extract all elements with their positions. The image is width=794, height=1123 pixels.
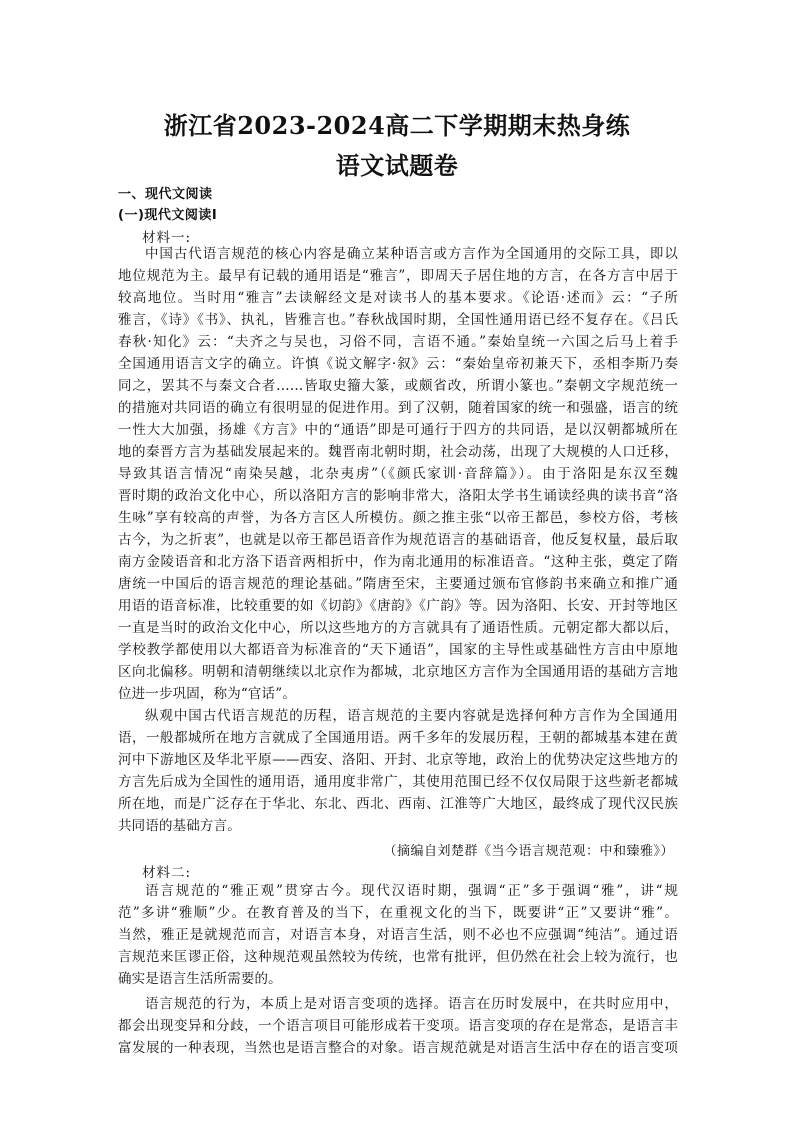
- text-line: 纵观中国古代语言规范的历程，语言规范的主要内容就是选择何种方言作为全国通用: [145, 708, 678, 724]
- text-line: 区向北偏移。明朝和清朝继续以北京作为都城，北京地区方言作为全国通用语的基础方言地: [118, 664, 678, 680]
- text-line: 同之，罢其不与秦文合者……皆取史籀大篆，或颇省改，所谓小篆也。”秦朝文字规范统一: [118, 378, 678, 394]
- text-line: 学校教学都使用以大都语音为标准音的“天下通语”，国家的主导性或基础性方言由中原地: [118, 642, 678, 658]
- text-line: 语言规范的“雅正观”贯穿古今。现代汉语时期，强调“正”多于强调“雅”，讲“规: [145, 883, 678, 899]
- subsection-heading: (一)现代文阅读Ⅰ: [118, 208, 218, 223]
- material-one-label: 材料一:: [142, 230, 192, 246]
- text-line: 言规范来匡谬正俗，这种规范观虽然较为传统，也常有批评，但仍然在社会上较为流行，也: [118, 949, 678, 965]
- text-line: 唐统一中国后的语言规范的理论基础。”隋唐至宋，主要通过颁布官修韵书来确立和推广通: [118, 576, 678, 592]
- text-line: 导致其语言情况“南染吴越，北杂夷虏”（《颜氏家训·音辞篇》）。由于洛阳是东汉至魏: [118, 466, 678, 482]
- text-line: 语言规范的行为，本质上是对语言变项的选择。语言在历时发展中，在共时应用中，: [145, 996, 678, 1012]
- text-line: 方言先后成为全国性的通用语，通用度非常广，其使用范围已经不仅仅局限于这些新老都城: [118, 774, 678, 790]
- text-line: 所在地，而是广泛存在于华北、东北、西北、西南、江淮等广大地区，最终成了现代汉民族: [118, 796, 678, 812]
- document-title: 浙江省2023-2024高二下学期期末热身练: [163, 111, 631, 140]
- text-line: 的措施对共同语的确立有很明显的促进作用。到了汉朝，随着国家的统一和强盛，语言的统: [118, 400, 678, 416]
- text-line: 南方金陵语音和北方洛下语音两相折中，作为南北通用的标准语音。“这种主张，奠定了隋: [118, 554, 678, 570]
- text-line: 地的秦晋方言为基础发展起来的。魏晋南北朝时期，社会动荡，出现了大规模的人口迁移，: [118, 444, 678, 460]
- text-line: 生咏”享有较高的声誉，为各方言区人所模仿。颜之推主张“以帝王都邑，参校方俗，考核: [118, 510, 678, 526]
- text-line: 古今，为之折衷”，也就是以帝王都邑语音作为规范语言的基础语音，他反复权量，最后取: [118, 532, 678, 548]
- text-line: 确实是语言生活所需要的。: [118, 971, 282, 987]
- text-line: 语，一般都城所在地方言就成了全国通用语。两千多年的发展历程，王朝的都城基本建在黄: [118, 730, 678, 746]
- text-line: 富发展的一种表现，当然也是语言整合的对象。语言规范就是对语言生活中存在的语言变项: [118, 1040, 678, 1056]
- text-line: 河中下游地区及华北平原——西安、洛阳、开封、北京等地，政治上的优势决定这些地方的: [118, 752, 678, 768]
- text-line: 较高地位。当时用“雅言”去读解经文是对读书人的基本要求。《论语·述而》云：“子所: [118, 290, 678, 306]
- source-citation: （摘编自刘楚群《当今语言规范观：中和臻雅》）: [383, 844, 674, 859]
- material-two-label: 材料二:: [142, 865, 192, 881]
- text-line: 晋时期的政治文化中心，所以洛阳方言的影响非常大，洛阳太学书生诵读经典的读书音“洛: [118, 488, 678, 504]
- section-heading: 一、现代文阅读: [118, 187, 213, 202]
- text-line: 共同语的基础方言。: [118, 818, 241, 834]
- text-line: 一性大大加强，扬雄《方言》中的“通语”即是可通行于四方的共同语，是以汉朝都城所在: [118, 422, 678, 438]
- text-line: 用语的语音标准，比较重要的如《切韵》《唐韵》《广韵》等。因为洛阳、长安、开封等地区: [118, 598, 678, 614]
- text-line: 当然，雅正是就规范而言，对语言本身，对语言生活，则不必也不应强调“纯洁”。通过语: [118, 927, 678, 943]
- document-subtitle: 语文试题卷: [335, 151, 459, 180]
- text-line: 中国古代语言规范的核心内容是确立某种语言或方言作为全国通用的交际工具，即以: [145, 246, 678, 262]
- text-line: 一直是当时的政治文化中心，所以这些地方的方言就具有了通语性质。元朝定都大都以后，: [118, 620, 678, 636]
- text-line: 地位规范为主。最早有记载的通用语是“雅言”，即周天子居住地的方言，在各方言中居于: [118, 268, 678, 284]
- text-line: 春秋·知化》云：“夫齐之与吴也，习俗不同，言语不通。”秦始皇统一六国之后马上着手: [118, 334, 678, 350]
- text-line: 都会出现变异和分歧，一个语言项目可能形成若干变项。语言变项的存在是常态，是语言丰: [118, 1018, 678, 1034]
- text-line: 范”多讲“雅顺”少。在教育普及的当下，在重视文化的当下，既要讲“正”又要讲“雅”。: [118, 905, 678, 921]
- text-line: 位进一步巩固，称为“官话”。: [118, 686, 296, 702]
- text-line: 全国通用语言文字的确立。许慎《说文解字·叙》云：“秦始皇帝初兼天下，丞相李斯乃奏: [118, 356, 678, 372]
- text-line: 雅言，《诗》《书》、执礼，皆雅言也。”春秋战国时期，全国性通用语已经不复存在。《吕氏: [118, 312, 678, 328]
